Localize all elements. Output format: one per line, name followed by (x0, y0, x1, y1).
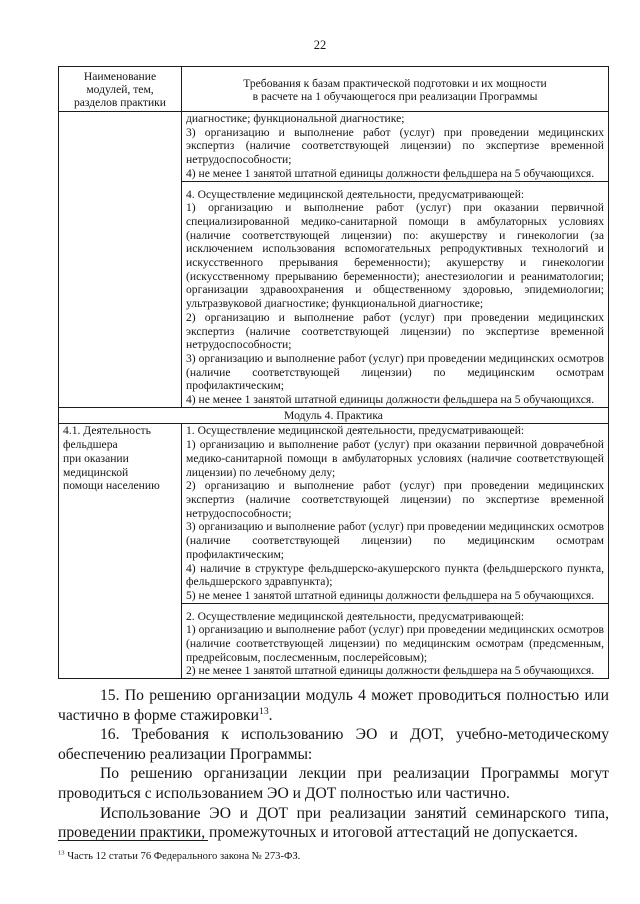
requirement-line: 2) организацию и выполнение работ (услуг) при проведении медицинских экспертиз (наличие соответствующей лицензии) по экспертизе временной нетрудоспособности; (186, 479, 604, 520)
requirement-line: 4. Осуществление медицинской деятельности, предусматривающей: (186, 187, 525, 201)
body-paragraphs (58, 686, 609, 843)
requirement-line: 4) не менее 1 занятой штатной единицы должности фельдшера на 5 обучающихся. (186, 393, 595, 407)
page-number: 22 (313, 38, 327, 52)
module-name-line: помощи населению (63, 479, 160, 493)
requirement-line: 2. Осуществление медицинской деятельности, предусматривающей: (186, 609, 525, 623)
header-col-a-line: модулей, тем, (86, 83, 154, 96)
footnote-number: 13 (58, 849, 65, 857)
requirement-line: 1) организацию и выполнение работ (услуг) при оказании первичной специализированной медико-санитарной помощи в амбулаторных условиях (наличие соответствующей лицензии) по: акушерству и гинекологии (за исключением использования вспомогательных репродуктивных технологий и искусственного прерывания беременности); акушерству и гинекологии (искусственному прерыванию беременности); анестезиологии и реаниматологии; организации здравоохранения и общественному здоровью, эпидемиологии; ультразвуковой диагностике; функциональной диагностике; (186, 201, 604, 311)
module-title-row (59, 407, 609, 424)
paragraph-16: 16. Требования к использованию ЭО и ДОТ, учебно-методическому обеспечению реализации Программы: (58, 726, 609, 763)
requirements-cell (182, 424, 609, 679)
requirement-line: 5) не менее 1 занятой штатной единицы должности фельдшера на 5 обучающихся. (186, 588, 595, 602)
footnote-ref-13[interactable]: 13 (258, 705, 269, 717)
footnote-divider (58, 840, 208, 841)
footnote (58, 850, 609, 863)
table-header-row (59, 67, 609, 112)
module-name-line: фельдшера (63, 438, 118, 452)
empty-module-cell (59, 112, 182, 408)
activity-block-4 (186, 188, 604, 407)
table-row (59, 112, 609, 408)
module-name-line: при оказании (63, 451, 129, 465)
requirement-line: 4) не менее 1 занятой штатной единицы должности фельдшера на 5 обучающихся. (186, 166, 595, 180)
module-name-cell (59, 424, 182, 679)
requirement-line: 1) организацию и выполнение работ (услуг) при проведении медицинских осмотров (наличие соответствующей лицензии) по медицинским осмотрам (предсменным, предрейсовым, послесменным, послерейсовым); (186, 623, 604, 664)
requirement-line: 1. Осуществление медицинской деятельности, предусматривающей: (186, 424, 525, 438)
footnote-text: Часть 12 статьи 76 Федерального закона № 273-ФЗ. (64, 851, 301, 862)
table-row (59, 424, 609, 679)
header-col-requirements (182, 67, 609, 112)
module-name-line: медицинской (63, 465, 129, 479)
requirement-line: 3) организацию и выполнение работ (услуг) при проведении медицинских экспертиз (наличие соответствующей лицензии) по экспертизе временной нетрудоспособности; (186, 125, 604, 167)
paragraph-15-end: . (268, 706, 273, 724)
module-name-line: 4.1. Деятельность (63, 424, 151, 438)
activity-block-2 (186, 610, 604, 679)
header-col-b-line: Требования к базам практической подготовки и их мощности (243, 76, 547, 90)
paragraph-17: По решению организации лекции при реализации Программы могут проводиться с использованием ЭО и ДОТ полностью или частично. (58, 765, 609, 802)
paragraph-15 (58, 686, 609, 725)
header-col-a-line: разделов практики (73, 96, 167, 109)
requirement-line: 1) организацию и выполнение работ (услуг) при оказании первичной доврачебной медико-санитарной помощи в амбулаторных условиях (наличие соответствующей лицензии) по лечебному делу; (186, 438, 604, 479)
module-title: Модуль 4. Практика (59, 407, 609, 424)
requirements-cell (182, 112, 609, 408)
header-col-modules (59, 67, 182, 112)
requirement-line: диагностике; функциональной диагностике; (186, 112, 405, 125)
requirement-line: 4) наличие в структуре фельдшерско-акушерского пункта (фельдшерского пункта, фельдшерского здравпункта); (186, 561, 604, 589)
activity-block-1 (186, 424, 604, 602)
requirement-line: 2) организацию и выполнение работ (услуг) при проведении медицинских экспертиз (наличие соответствующей лицензии) по экспертизе временной нетрудоспособности; (186, 310, 604, 352)
paragraph-15-text: 15. По решению организации модуль 4 может проводиться полностью или частично в форме стажировки (58, 687, 609, 724)
continuation-block (186, 112, 604, 181)
header-col-a-line: Наименование (83, 70, 157, 83)
header-col-b-line: в расчете на 1 обучающегося при реализации Программы (252, 89, 538, 103)
requirement-line: 2) не менее 1 занятой штатной единицы должности фельдшера на 5 обучающихся. (186, 664, 595, 678)
practice-bases-table (58, 66, 609, 679)
requirement-line: 3) организацию и выполнение работ (услуг) при проведении медицинских осмотров (наличие соответствующей лицензии) по медицинским осмотрам профилактическим; (186, 351, 604, 393)
paragraph-18: Использование ЭО и ДОТ при реализации занятий семинарского типа, проведении практики, промежуточных и итоговой аттестаций не допускается. (58, 804, 609, 842)
requirement-line: 3) организацию и выполнение работ (услуг) при проведении медицинских осмотров (наличие соответствующей лицензии) по медицинским осмотрам профилактическим; (186, 520, 604, 561)
